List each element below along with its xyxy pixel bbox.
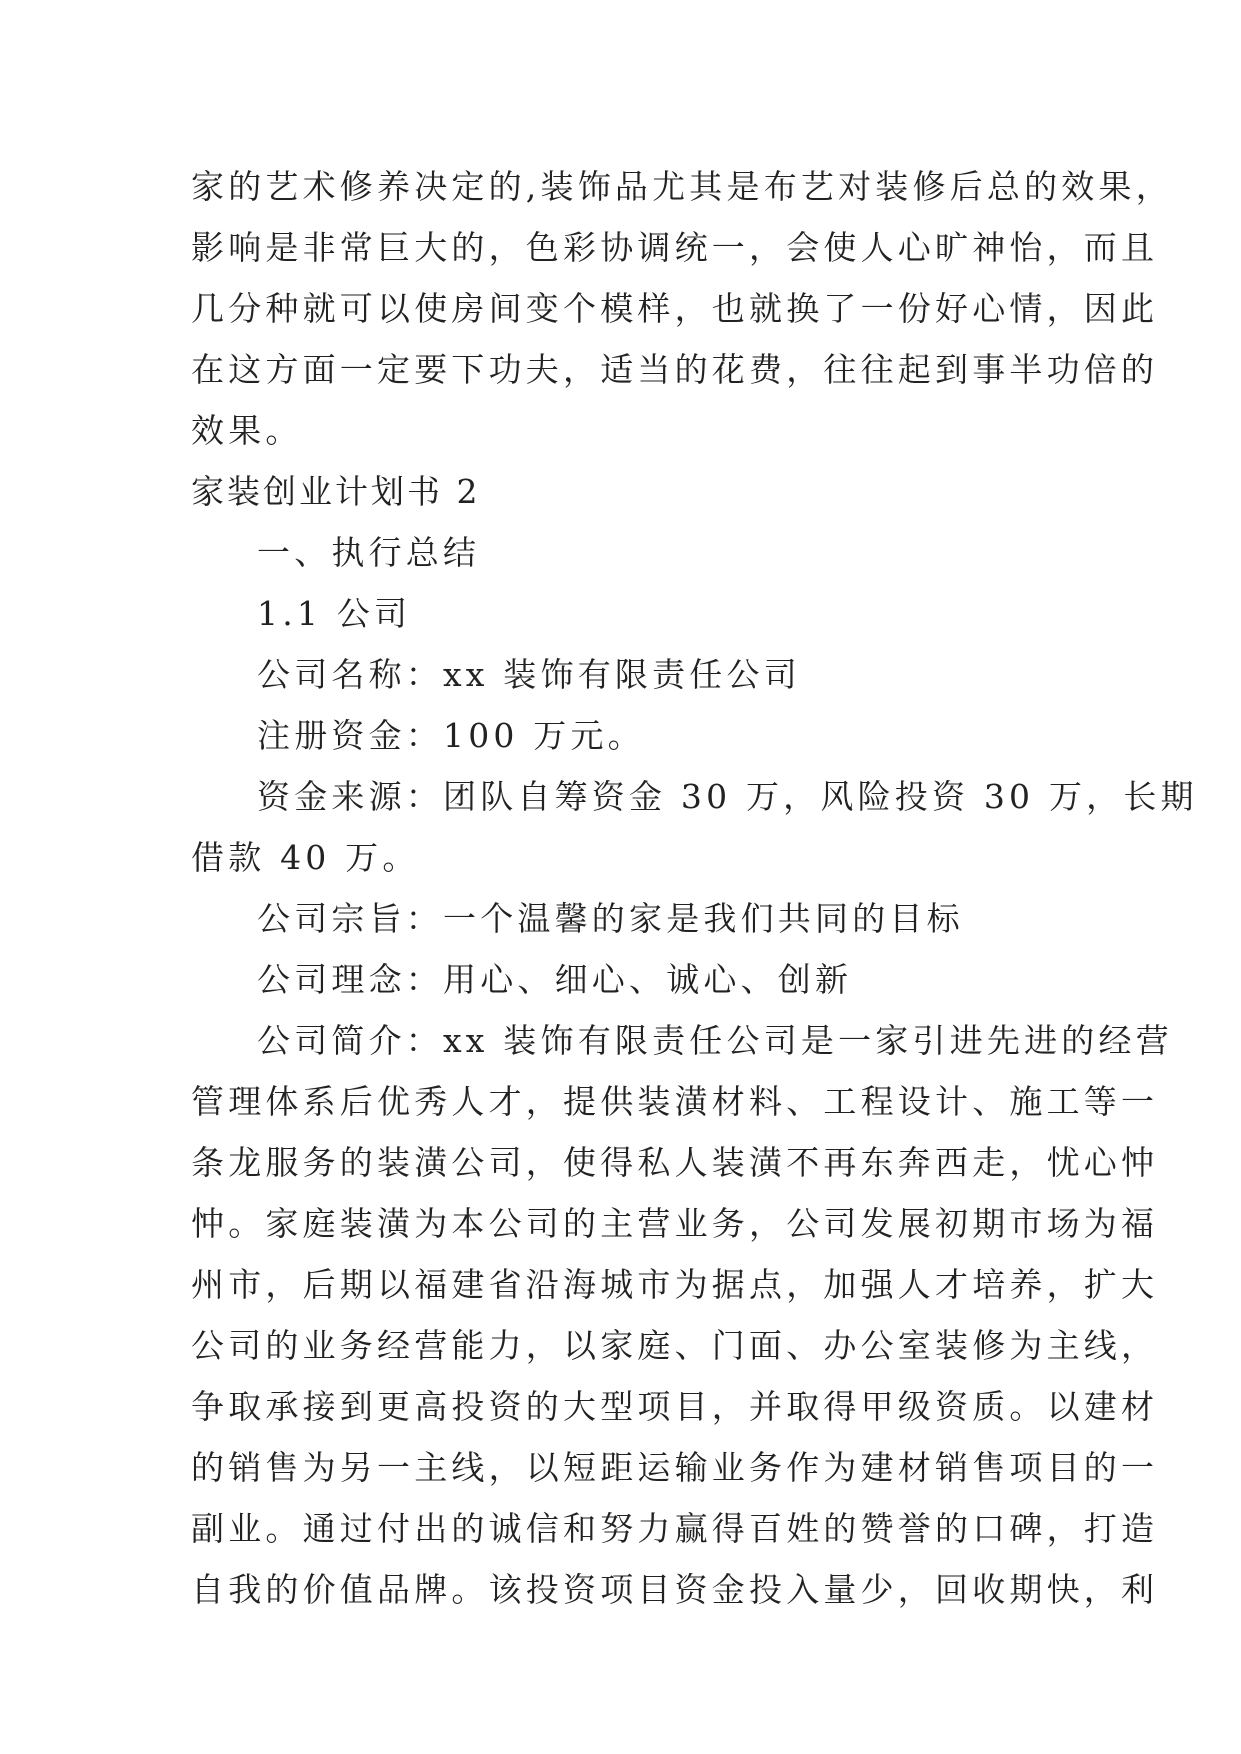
section-title: 家装创业计划书 2 bbox=[191, 472, 481, 511]
paragraph-line: 效果。 bbox=[191, 411, 303, 450]
paragraph-line: 几分种就可以使房间变个模样，也就换了一份好心情，因此 bbox=[191, 289, 1159, 328]
paragraph-line: 副业。通过付出的诚信和努力赢得百姓的赞誉的口碑，打造 bbox=[191, 1509, 1159, 1548]
paragraph-line: 的销售为另一主线，以短距运输业务作为建材销售项目的一 bbox=[191, 1448, 1159, 1487]
registered-capital-line: 注册资金：100 万元。 bbox=[257, 716, 645, 755]
paragraph-line: 家的艺术修养决定的,装饰品尤其是布艺对装修后总的效果， bbox=[191, 167, 1173, 206]
company-purpose-line: 公司宗旨：一个温馨的家是我们共同的目标 bbox=[257, 899, 964, 938]
document-body bbox=[191, 156, 1198, 1620]
paragraph-line: 争取承接到更高投资的大型项目，并取得甲级资质。以建材 bbox=[191, 1387, 1159, 1426]
company-intro-line: 公司简介：xx 装饰有限责任公司是一家引进先进的经营 bbox=[257, 1021, 1173, 1060]
paragraph-line: 公司的业务经营能力，以家庭、门面、办公室装修为主线， bbox=[191, 1326, 1159, 1365]
paragraph-line: 在这方面一定要下功夫，适当的花费，往往起到事半功倍的 bbox=[191, 350, 1159, 389]
company-name-line: 公司名称：xx 装饰有限责任公司 bbox=[257, 655, 801, 694]
section-heading: 一、执行总结 bbox=[257, 533, 481, 572]
funding-source-line-cont: 借款 40 万。 bbox=[191, 838, 420, 877]
paragraph-line: 忡。家庭装潢为本公司的主营业务，公司发展初期市场为福 bbox=[191, 1204, 1159, 1243]
funding-source-line: 资金来源：团队自筹资金 30 万，风险投资 30 万，长期 bbox=[257, 777, 1198, 816]
paragraph-line: 管理体系后优秀人才，提供装潢材料、工程设计、施工等一 bbox=[191, 1082, 1159, 1121]
paragraph-line: 影响是非常巨大的，色彩协调统一，会使人心旷神怡，而且 bbox=[191, 228, 1159, 267]
company-philosophy-line: 公司理念：用心、细心、诚心、创新 bbox=[257, 960, 853, 999]
subsection-heading: 1.1 公司 bbox=[257, 594, 412, 633]
paragraph-line: 自我的价值品牌。该投资项目资金投入量少，回收期快，利 bbox=[191, 1570, 1159, 1609]
paragraph-line: 条龙服务的装潢公司，使得私人装潢不再东奔西走，忧心忡 bbox=[191, 1143, 1159, 1182]
paragraph-line: 州市，后期以福建省沿海城市为据点，加强人才培养，扩大 bbox=[191, 1265, 1159, 1304]
